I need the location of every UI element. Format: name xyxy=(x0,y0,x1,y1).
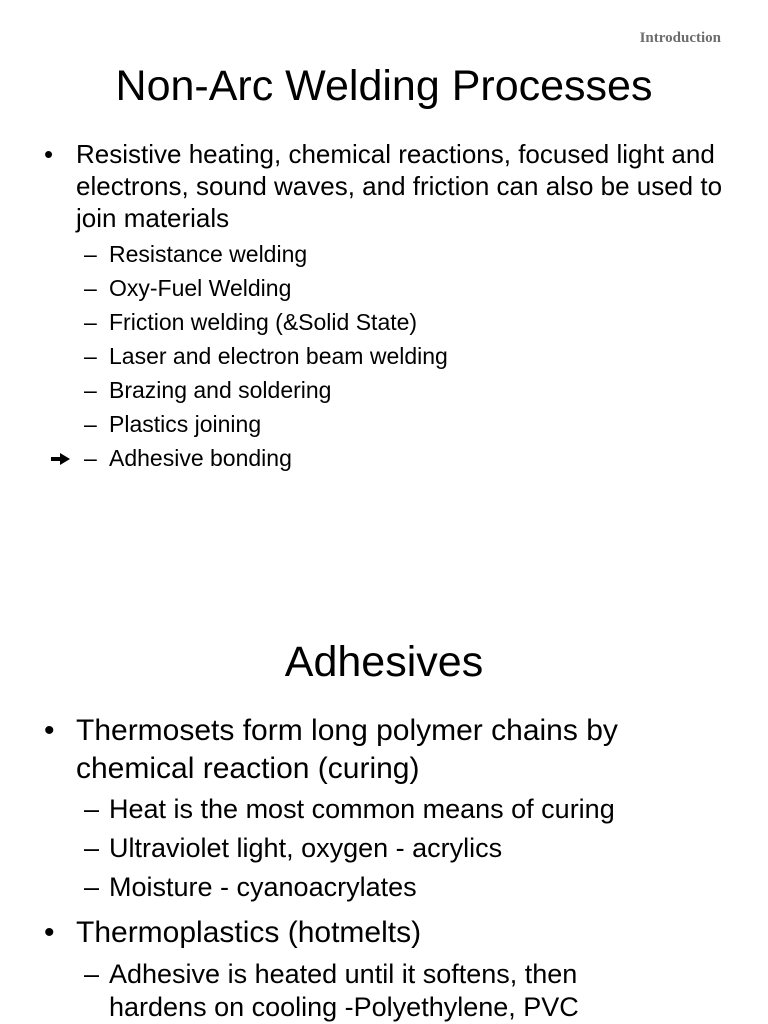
sub-item-text: Heat is the most common means of curing xyxy=(109,794,615,824)
slide-title-adhesives: Adhesives xyxy=(284,638,484,686)
dash-marker: – xyxy=(84,872,100,902)
sub-item-text: Friction welding (&Solid State) xyxy=(109,309,418,335)
sub-item-text: Moisture - cyanoacrylates xyxy=(109,872,417,902)
sub-item-text: Oxy-Fuel Welding xyxy=(109,275,292,301)
dash-marker: – xyxy=(84,241,97,267)
dash-marker: – xyxy=(84,959,100,989)
dash-marker: – xyxy=(84,309,97,335)
arrow-right-icon xyxy=(50,452,72,466)
slide-title-welding: Non-Arc Welding Processes xyxy=(115,62,653,110)
bullet-text: Thermosets form long polymer chains by chemical reaction (curing) xyxy=(76,714,618,785)
dash-marker: – xyxy=(84,377,97,403)
sub-item-text: Laser and electron beam welding xyxy=(109,343,448,369)
sub-item-text: Adhesive bonding xyxy=(109,445,292,471)
bullet-text: Resistive heating, chemical reactions, focused light and electrons, sound waves, and friction can also be used to join materials xyxy=(76,139,723,233)
bullet-marker: • xyxy=(44,139,54,169)
bullet-marker: • xyxy=(44,916,55,949)
dash-marker: – xyxy=(84,833,100,863)
sub-item-text: Brazing and soldering xyxy=(109,377,332,403)
sub-item-text: Resistance welding xyxy=(109,241,308,267)
bullet-text: Thermoplastics (hotmelts) xyxy=(76,916,422,949)
sub-item-text: Adhesive is heated until it softens, then hardens on cooling -Polyethylene, PVC xyxy=(109,959,579,1022)
dash-marker: – xyxy=(84,411,97,437)
dash-marker: – xyxy=(84,343,97,369)
dash-marker: – xyxy=(84,445,97,471)
dash-marker: – xyxy=(84,275,97,301)
sub-item-text: Plastics joining xyxy=(109,411,262,437)
sub-item-text: Ultraviolet light, oxygen - acrylics xyxy=(109,833,503,863)
dash-marker: – xyxy=(84,794,100,824)
section-label: Introduction xyxy=(639,30,721,46)
bullet-marker: • xyxy=(44,714,55,747)
